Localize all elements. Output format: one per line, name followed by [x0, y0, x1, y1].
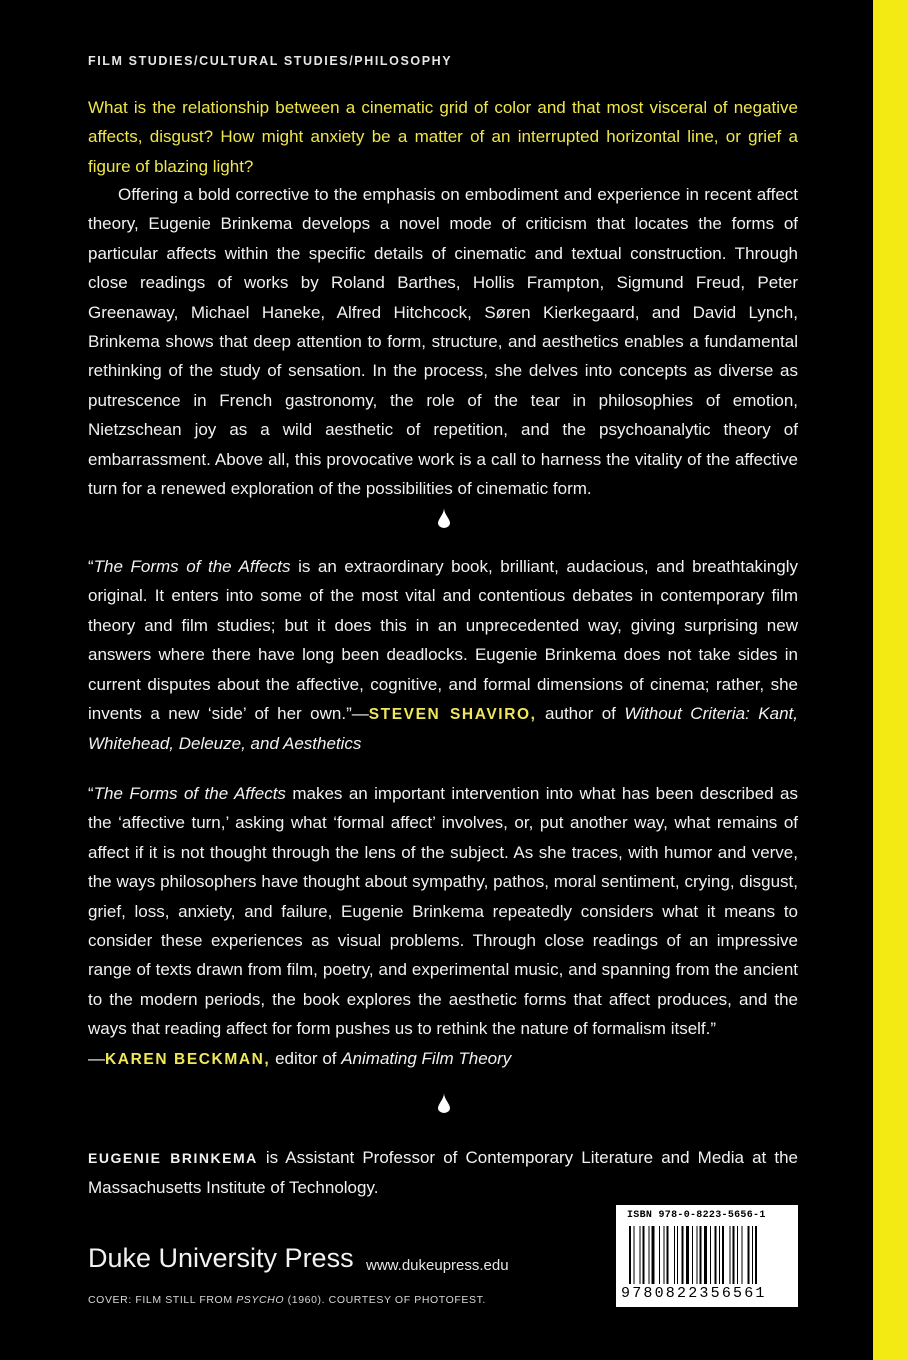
author-name: EUGENIE BRINKEMA — [88, 1150, 258, 1166]
teardrop-icon — [438, 508, 450, 528]
isbn-barcode — [616, 1205, 798, 1307]
endorser-work: Without Criteria: Kant, Whitehead, Deleuze, and Aesthetics — [88, 704, 798, 754]
quote-mark: “ — [88, 557, 94, 576]
blurb-text: is an extraordinary book, brilliant, audacious, and breathtakingly original. It enters into some of the most vital and contentious debates in contemporary film theory and film studies; but it does this in an unprecedented way, giving surprising new answers where there have long been deadlocks. Eugenie Brinkema does not take sides in current disputes about the affective, cognitive, and formal dimensions of cinema; rather, she invents a new ‘side’ of her own.”— — [88, 557, 798, 724]
yellow-edge-stripe — [873, 0, 907, 1360]
author-bio-text: is Assistant Professor of Contemporary Literature and Media at the Massachusetts Institute of Technology. — [88, 1148, 798, 1198]
cover-credit: COVER: FILM STILL FROM PSYCHO (1960). COURTESY OF PHOTOFEST. — [88, 1294, 486, 1306]
book-description: Offering a bold corrective to the emphasis on embodiment and experience in recent affect theory, Eugenie Brinkema develops a novel mode of criticism that locates the forms of particular affects within the specific details of cinematic and textual construction. Through close readings of works by Roland Barthes, Hollis Frampton, Sigmund Freud, Peter Greenaway, Michael Haneke, Alfred Hitchcock, Søren Kierkegaard, and David Lynch, Brinkema shows that deep attention to form, structure, and aesthetics enables a fundamental rethinking of the study of sensation. In the process, she delves into concepts as diverse as putrescence in French gastronomy, the role of the tear in philosophies of emotion, Nietzschean joy as a wild aesthetic of repetition, and the psychoanalytic theory of embarrassment. Above all, this provocative work is a call to harness the vitality of the affective turn for a renewed exploration of the possibilities of cinematic form. — [88, 185, 798, 499]
blurb-shaviro — [88, 552, 798, 759]
book-title: The Forms of the Affects — [93, 557, 291, 576]
publisher-name: Duke University Press — [88, 1243, 354, 1273]
teardrop-icon — [438, 1093, 450, 1113]
quote-mark: “ — [88, 784, 94, 803]
blurb-beckman — [88, 779, 798, 1074]
publisher-url[interactable]: www.dukeupress.edu — [366, 1257, 509, 1274]
endorser-name: STEVEN SHAVIRO, — [368, 706, 537, 724]
subject-category: FILM STUDIES/CULTURAL STUDIES/PHILOSOPHY — [88, 54, 453, 68]
endorser-role: author of — [536, 704, 625, 724]
isbn-label: ISBN 978-0-8223-5656-1 — [627, 1210, 766, 1221]
book-title: The Forms of the Affects — [93, 784, 286, 803]
intro-question: What is the relationship between a cinematic grid of color and that most visceral of negative affects, disgust? How might anxiety be a matter of an interrupted horizontal line, or grief a figure of blazing light? — [88, 98, 798, 176]
isbn-digits: 9780822356561 — [621, 1285, 767, 1302]
barcode-bars — [629, 1226, 789, 1284]
blurb-text: makes an important intervention into what has been described as the ‘affective turn,’ asking what ‘formal affect’ involves, or, put another way, what remains of affect if it is not thought through the lens of the subject. As she traces, with humor and verve, the ways philosophers have thought about sympathy, pathos, moral sentiment, crying, disgust, grief, loss, anxiety, and failure, Eugenie Brinkema repeatedly considers what it means to consider these experiences as visual problems. Through close readings of an impressive range of texts drawn from film, poetry, and experimental music, and spanning from the ancient to the modern periods, the book explores the aesthetic forms that affect produces, and the ways that reading affect for form pushes us to rethink the nature of formalism itself.” — [88, 784, 798, 1039]
attribution-dash: — — [88, 1048, 105, 1068]
endorser-name: KAREN BECKMAN, — [105, 1050, 271, 1068]
author-bio — [88, 1143, 798, 1203]
endorser-role: editor of — [270, 1048, 342, 1068]
endorser-work: Animating Film Theory — [341, 1048, 512, 1068]
